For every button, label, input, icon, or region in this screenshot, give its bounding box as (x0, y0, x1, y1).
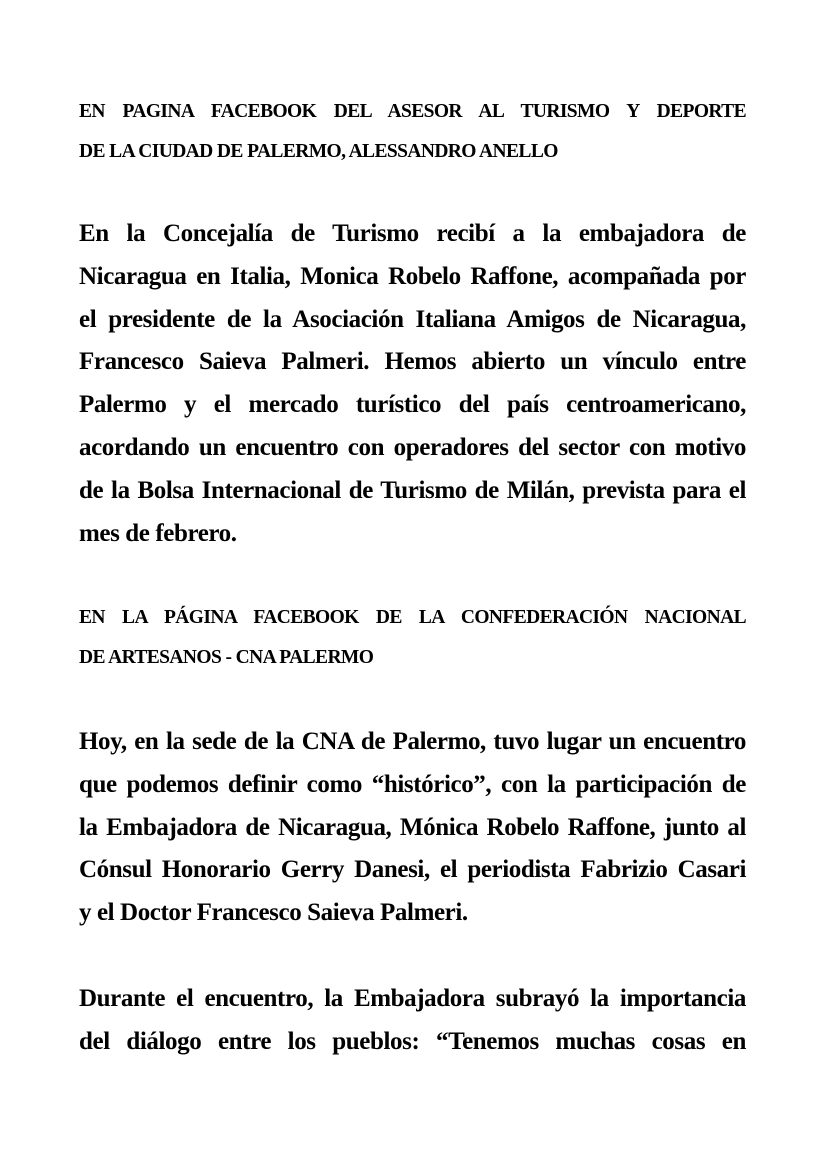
heading-line: DE LA CIUDAD DE PALERMO, ALESSANDRO ANELLO (79, 141, 558, 162)
section-heading-2 (79, 598, 746, 678)
text-line: En la Concejalía de Turismo recibí a la embajadora de (79, 220, 746, 247)
paragraph-2 (79, 721, 746, 935)
heading-line: EN PAGINA FACEBOOK DEL ASESOR AL TURISMO Y DEPORTE (79, 101, 746, 122)
text-line: Palermo y el mercado turístico del país centroamericano, (79, 391, 746, 419)
text-line: que podemos definir como “histórico”, con la participación de (79, 770, 746, 798)
text-line: de la Bolsa Internacional de Turismo de Milán, prevista para el (79, 476, 746, 504)
text-line: Cónsul Honorario Gerry Danesi, el periodista Fabrizio Casari (79, 856, 746, 884)
text-line: mes de febrero. (79, 519, 237, 547)
text-line: acordando un encuentro con operadores del sector con motivo (79, 433, 746, 461)
text-line: Hoy, en la sede de la CNA de Palermo, tuvo lugar un encuentro (79, 728, 746, 755)
paragraph-1 (79, 213, 746, 555)
text-line: Francesco Saieva Palmeri. Hemos abierto un vínculo entre (79, 348, 746, 376)
section-heading-1 (79, 92, 746, 172)
paragraph-3 (79, 978, 746, 1064)
text-line: Durante el encuentro, la Embajadora subrayó la importancia (79, 985, 746, 1012)
text-line: del diálogo entre los pueblos: “Tenemos muchas cosas en (79, 1027, 746, 1055)
heading-line: EN LA PÁGINA FACEBOOK DE LA CONFEDERACIÓN NACIONAL (79, 607, 746, 628)
heading-line: DE ARTESANOS - CNA PALERMO (79, 647, 374, 668)
text-line: Nicaragua en Italia, Monica Robelo Raffone, acompañada por (79, 262, 746, 290)
text-line: y el Doctor Francesco Saieva Palmeri. (79, 899, 468, 927)
text-line: el presidente de la Asociación Italiana Amigos de Nicaragua, (79, 305, 746, 333)
text-line: la Embajadora de Nicaragua, Mónica Robelo Raffone, junto al (79, 813, 746, 841)
